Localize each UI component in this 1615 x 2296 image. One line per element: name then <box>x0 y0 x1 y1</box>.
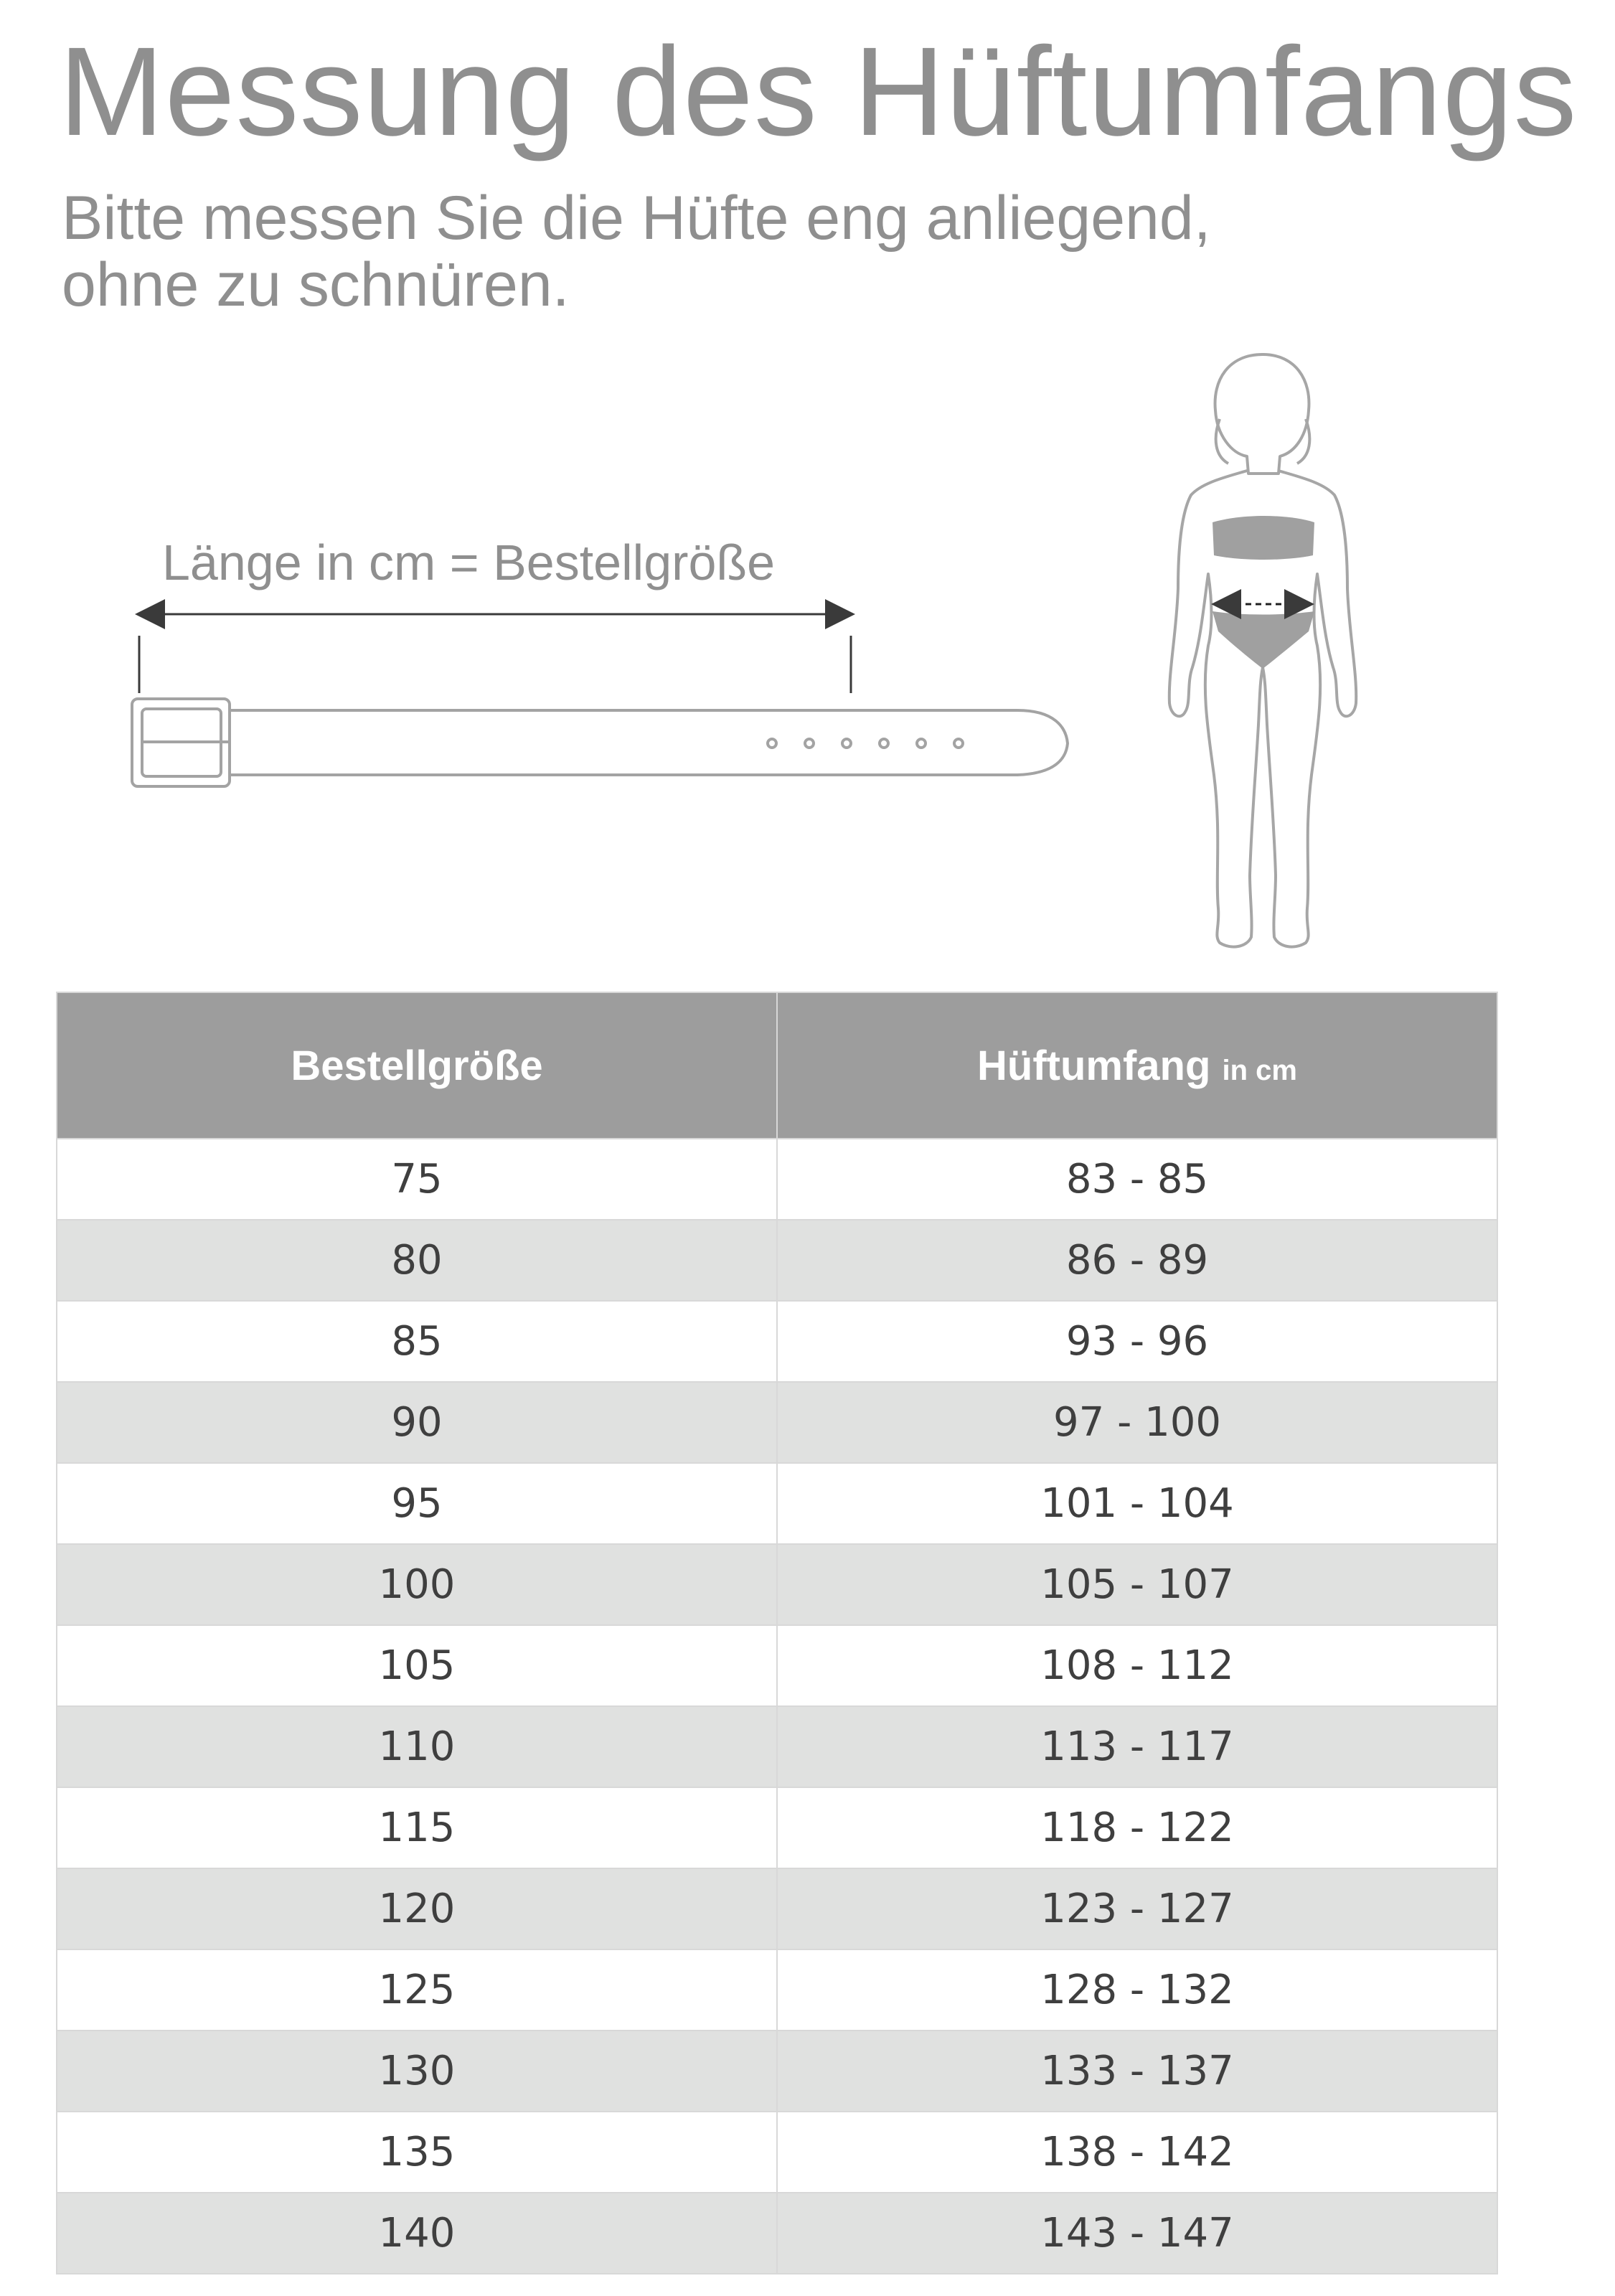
column-header-size <box>57 992 777 1139</box>
hip-cell: 83 - 85 <box>777 1139 1497 1220</box>
table-row <box>57 1544 1497 1625</box>
table-row <box>57 1706 1497 1787</box>
hip-cell: 108 - 112 <box>777 1625 1497 1706</box>
size-cell: 100 <box>57 1544 777 1625</box>
column-header-size-label: Bestellgröße <box>291 1042 543 1089</box>
size-cell: 75 <box>57 1139 777 1220</box>
hip-cell: 86 - 89 <box>777 1220 1497 1301</box>
belt-illustration <box>132 699 1068 786</box>
page-title: Messung des Hüftumfangs <box>59 22 1578 162</box>
hip-cell: 101 - 104 <box>777 1463 1497 1544</box>
belt-length-arrow <box>139 614 851 693</box>
instruction-line-2: ohne zu schnüren. <box>62 250 570 319</box>
table-header-row <box>57 992 1497 1139</box>
hip-cell: 143 - 147 <box>777 2193 1497 2274</box>
table-body <box>57 1139 1497 2274</box>
hip-cell: 138 - 142 <box>777 2112 1497 2193</box>
size-cell: 110 <box>57 1706 777 1787</box>
hip-cell: 105 - 107 <box>777 1544 1497 1625</box>
hip-cell: 118 - 122 <box>777 1787 1497 1868</box>
hip-cell: 128 - 132 <box>777 1949 1497 2031</box>
body-garments <box>1213 516 1314 669</box>
hip-cell: 113 - 117 <box>777 1706 1497 1787</box>
hip-cell: 97 - 100 <box>777 1382 1497 1463</box>
table-row <box>57 1868 1497 1949</box>
table-row <box>57 1625 1497 1706</box>
column-header-hip-unit: in cm <box>1222 1054 1297 1086</box>
table-row <box>57 1382 1497 1463</box>
size-cell: 125 <box>57 1949 777 2031</box>
table-row <box>57 1301 1497 1382</box>
table-row <box>57 2031 1497 2112</box>
column-header-hip-label: Hüftumfang <box>977 1042 1211 1089</box>
hip-cell: 133 - 137 <box>777 2031 1497 2112</box>
table-row <box>57 1463 1497 1544</box>
size-cell: 120 <box>57 1868 777 1949</box>
size-cell: 85 <box>57 1301 777 1382</box>
table-row <box>57 1787 1497 1868</box>
belt-length-label: Länge in cm = Bestellgröße <box>162 535 776 591</box>
table-row <box>57 2193 1497 2274</box>
size-cell: 95 <box>57 1463 777 1544</box>
table-row <box>57 1949 1497 2031</box>
size-cell: 115 <box>57 1787 777 1868</box>
hip-cell: 123 - 127 <box>777 1868 1497 1949</box>
size-cell: 105 <box>57 1625 777 1706</box>
table-row <box>57 1220 1497 1301</box>
size-cell: 90 <box>57 1382 777 1463</box>
size-table <box>56 992 1498 2274</box>
instruction-line-1: Bitte messen Sie die Hüfte eng anliegend, <box>62 184 1211 253</box>
table-row <box>57 1139 1497 1220</box>
table-row <box>57 2112 1497 2193</box>
instruction-text <box>62 185 1211 319</box>
size-cell: 80 <box>57 1220 777 1301</box>
column-header-hip <box>777 992 1497 1139</box>
body-silhouette <box>1169 354 1356 947</box>
size-cell: 140 <box>57 2193 777 2274</box>
size-cell: 135 <box>57 2112 777 2193</box>
hip-cell: 93 - 96 <box>777 1301 1497 1382</box>
size-cell: 130 <box>57 2031 777 2112</box>
